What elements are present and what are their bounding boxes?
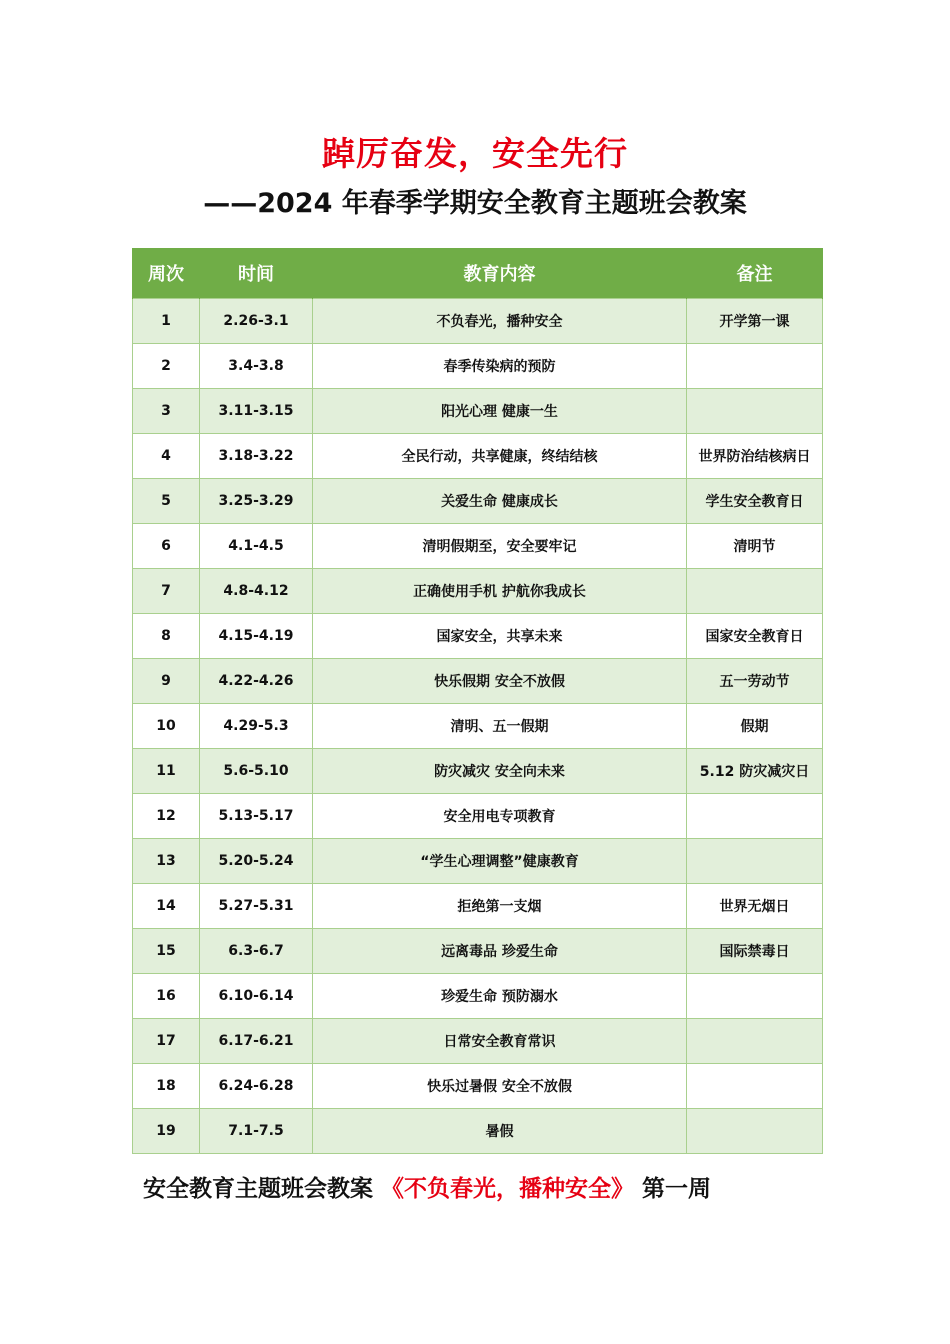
table-row [133, 659, 823, 704]
cell-week: 4 [133, 434, 200, 479]
cell-week: 7 [133, 569, 200, 614]
cell-week: 1 [133, 299, 200, 344]
header-week: 周次 [133, 248, 200, 299]
table-row [133, 974, 823, 1019]
table-row [133, 884, 823, 929]
cell-time: 3.25-3.29 [200, 479, 313, 524]
cell-note: 开学第一课 [687, 299, 823, 344]
cell-time: 5.27-5.31 [200, 884, 313, 929]
cell-content: 不负春光，播种安全 [313, 299, 687, 344]
cell-content: 拒绝第一支烟 [313, 884, 687, 929]
cell-week: 16 [133, 974, 200, 1019]
table-row [133, 299, 823, 344]
table-row [133, 434, 823, 479]
cell-week: 3 [133, 389, 200, 434]
table-row [133, 344, 823, 389]
cell-content: 快乐过暑假 安全不放假 [313, 1064, 687, 1109]
page-title: 踔厉奋发，安全先行 [322, 134, 628, 173]
cell-content: 珍爱生命 预防溺水 [313, 974, 687, 1019]
table-row [133, 479, 823, 524]
cell-note: 假期 [687, 704, 823, 749]
cell-content: “学生心理调整”健康教育 [313, 839, 687, 884]
cell-time: 4.15-4.19 [200, 614, 313, 659]
table-row [133, 794, 823, 839]
cell-note [687, 1064, 823, 1109]
lesson-heading [143, 1170, 843, 1203]
cell-week: 15 [133, 929, 200, 974]
table-row [133, 839, 823, 884]
cell-content: 全民行动，共享健康，终结结核 [313, 434, 687, 479]
header-time: 时间 [200, 248, 313, 299]
cell-note [687, 1019, 823, 1064]
cell-time: 3.18-3.22 [200, 434, 313, 479]
cell-content: 正确使用手机 护航你我成长 [313, 569, 687, 614]
cell-week: 13 [133, 839, 200, 884]
cell-content: 日常安全教育常识 [313, 1019, 687, 1064]
cell-content: 国家安全，共享未来 [313, 614, 687, 659]
table-row [133, 1109, 823, 1154]
table-row [133, 704, 823, 749]
header-content: 教育内容 [313, 248, 687, 299]
cell-week: 12 [133, 794, 200, 839]
cell-time: 4.8-4.12 [200, 569, 313, 614]
cell-week: 6 [133, 524, 200, 569]
cell-note [687, 839, 823, 884]
cell-week: 14 [133, 884, 200, 929]
cell-time: 6.17-6.21 [200, 1019, 313, 1064]
table-row [133, 389, 823, 434]
cell-note: 世界无烟日 [687, 884, 823, 929]
cell-content: 防灾减灾 安全向未来 [313, 749, 687, 794]
cell-time: 7.1-7.5 [200, 1109, 313, 1154]
cell-note: 清明节 [687, 524, 823, 569]
table-row [133, 1019, 823, 1064]
cell-note [687, 794, 823, 839]
cell-note: 学生安全教育日 [687, 479, 823, 524]
cell-content: 安全用电专项教育 [313, 794, 687, 839]
cell-content: 清明假期至，安全要牢记 [313, 524, 687, 569]
cell-time: 4.1-4.5 [200, 524, 313, 569]
cell-content: 关爱生命 健康成长 [313, 479, 687, 524]
table-row [133, 614, 823, 659]
table-row [133, 524, 823, 569]
cell-note: 世界防治结核病日 [687, 434, 823, 479]
cell-time: 5.13-5.17 [200, 794, 313, 839]
cell-time: 4.29-5.3 [200, 704, 313, 749]
lesson-heading-title: 《不负春光，播种安全》 [381, 1176, 635, 1202]
cell-week: 19 [133, 1109, 200, 1154]
cell-note [687, 344, 823, 389]
cell-time: 6.10-6.14 [200, 974, 313, 1019]
cell-time: 6.24-6.28 [200, 1064, 313, 1109]
cell-week: 8 [133, 614, 200, 659]
cell-note: 国际禁毒日 [687, 929, 823, 974]
page-subtitle: ——2024 年春季学期安全教育主题班会教案 [203, 188, 747, 219]
cell-time: 3.11-3.15 [200, 389, 313, 434]
cell-content: 阳光心理 健康一生 [313, 389, 687, 434]
cell-note [687, 974, 823, 1019]
lesson-heading-suffix: 第一周 [642, 1176, 712, 1202]
cell-time: 2.26-3.1 [200, 299, 313, 344]
cell-week: 10 [133, 704, 200, 749]
cell-note [687, 569, 823, 614]
cell-week: 5 [133, 479, 200, 524]
cell-time: 5.6-5.10 [200, 749, 313, 794]
header-note: 备注 [687, 248, 823, 299]
cell-week: 17 [133, 1019, 200, 1064]
cell-content: 快乐假期 安全不放假 [313, 659, 687, 704]
table-row [133, 569, 823, 614]
cell-note [687, 1109, 823, 1154]
cell-week: 9 [133, 659, 200, 704]
lesson-heading-prefix: 安全教育主题班会教案 [143, 1176, 373, 1202]
cell-time: 5.20-5.24 [200, 839, 313, 884]
cell-content: 远离毒品 珍爱生命 [313, 929, 687, 974]
cell-time: 3.4-3.8 [200, 344, 313, 389]
cell-week: 18 [133, 1064, 200, 1109]
cell-content: 春季传染病的预防 [313, 344, 687, 389]
cell-week: 11 [133, 749, 200, 794]
cell-note: 国家安全教育日 [687, 614, 823, 659]
cell-time: 4.22-4.26 [200, 659, 313, 704]
cell-note: 五一劳动节 [687, 659, 823, 704]
table-row [133, 1064, 823, 1109]
schedule-table [132, 248, 823, 1154]
cell-content: 清明、五一假期 [313, 704, 687, 749]
cell-time: 6.3-6.7 [200, 929, 313, 974]
table-row [133, 929, 823, 974]
table-row [133, 749, 823, 794]
cell-content: 暑假 [313, 1109, 687, 1154]
cell-note [687, 389, 823, 434]
cell-week: 2 [133, 344, 200, 389]
table-header-row [133, 248, 823, 299]
cell-note: 5.12 防灾减灾日 [687, 749, 823, 794]
